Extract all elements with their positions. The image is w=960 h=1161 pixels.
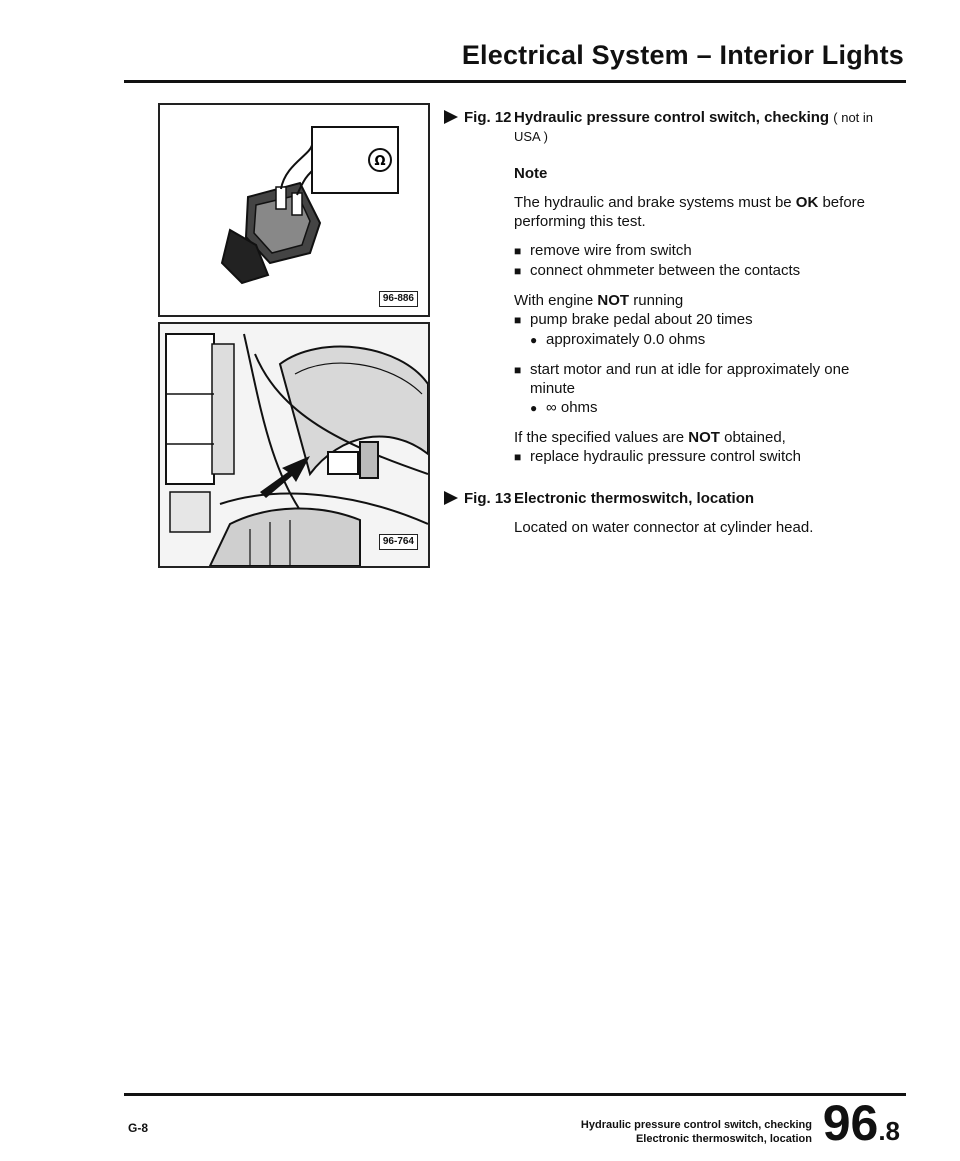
footer-description (581, 1118, 812, 1146)
step-list (514, 241, 884, 281)
square-bullet-icon: ■ (514, 313, 522, 327)
condition-not: NOT (597, 292, 630, 309)
square-bullet-icon: ■ (514, 244, 522, 258)
page-number-sub: .8 (878, 1116, 900, 1146)
condition-text: With engine (514, 292, 598, 309)
round-bullet-icon: ● (530, 333, 538, 347)
fig12-title (514, 108, 884, 146)
engine-bay-illustration (160, 324, 428, 566)
step-text: remove wire from switch (530, 242, 692, 259)
if-text: obtained, (719, 429, 786, 446)
list-item (514, 261, 884, 281)
note-text (514, 193, 884, 231)
fig13-caption (444, 489, 884, 508)
instructions-column (444, 108, 884, 537)
step-text: pump brake pedal about 20 times (530, 311, 753, 328)
list-item (514, 447, 884, 467)
step-text: connect ohmmeter between the contacts (530, 262, 801, 279)
note-text-part: before performing this test. (514, 194, 865, 230)
svg-text:Ω: Ω (374, 154, 386, 169)
fig12-qualifier: ( not in USA ) (514, 110, 874, 144)
fig12-title-text: Hydraulic pressure control switch, checking (514, 109, 830, 126)
step-text: replace hydraulic pressure control switch (530, 448, 801, 465)
if-condition (514, 428, 884, 447)
fig12-number: Fig. 12 (464, 109, 512, 126)
engine-condition (514, 291, 884, 310)
triangle-pointer-icon (444, 491, 458, 505)
list-item (514, 360, 884, 398)
square-bullet-icon: ■ (514, 363, 522, 377)
figure-label: 96-764 (379, 534, 418, 550)
fig13-title: Electronic thermoswitch, location (514, 490, 755, 507)
figure-pressure-switch (158, 103, 430, 317)
note-text-part: The hydraulic and brake systems must be (514, 194, 796, 211)
bottom-rule (124, 1093, 906, 1096)
page-number-main: 96 (822, 1095, 879, 1151)
if-not: NOT (688, 429, 720, 446)
note-heading: Note (514, 165, 548, 182)
page-title: Electrical System – Interior Lights (461, 40, 904, 70)
condition-text: running (629, 292, 684, 309)
note-text-ok: OK (795, 194, 819, 211)
square-bullet-icon: ■ (514, 450, 522, 464)
triangle-pointer-icon (444, 110, 458, 124)
fig12-body (514, 164, 884, 467)
list-item (514, 398, 884, 418)
result-text: ∞ ohms (546, 399, 598, 416)
figure-label: 96-886 (379, 291, 418, 307)
footer-desc-line: Electronic thermoswitch, location (635, 1133, 812, 1145)
fig13-text: Located on water connector at cylinder head. (514, 519, 814, 536)
figure-thermoswitch (158, 322, 430, 568)
top-rule (124, 80, 906, 83)
list-item (514, 330, 884, 350)
fig12-caption (444, 108, 884, 146)
footer-desc-line: Hydraulic pressure control switch, checking (580, 1119, 812, 1131)
list-item (514, 241, 884, 261)
footer-section-code: G-8 (128, 1121, 149, 1135)
round-bullet-icon: ● (530, 401, 538, 415)
result-text: approximately 0.0 ohms (546, 331, 706, 348)
if-text: If the specified values are (514, 429, 689, 446)
page-number (822, 1095, 900, 1156)
fig13-number: Fig. 13 (464, 490, 512, 507)
square-bullet-icon: ■ (514, 264, 522, 278)
pressure-switch-illustration (160, 105, 428, 315)
step-text: start motor and run at idle for approximately one minute (530, 361, 850, 397)
list-item (514, 310, 884, 330)
